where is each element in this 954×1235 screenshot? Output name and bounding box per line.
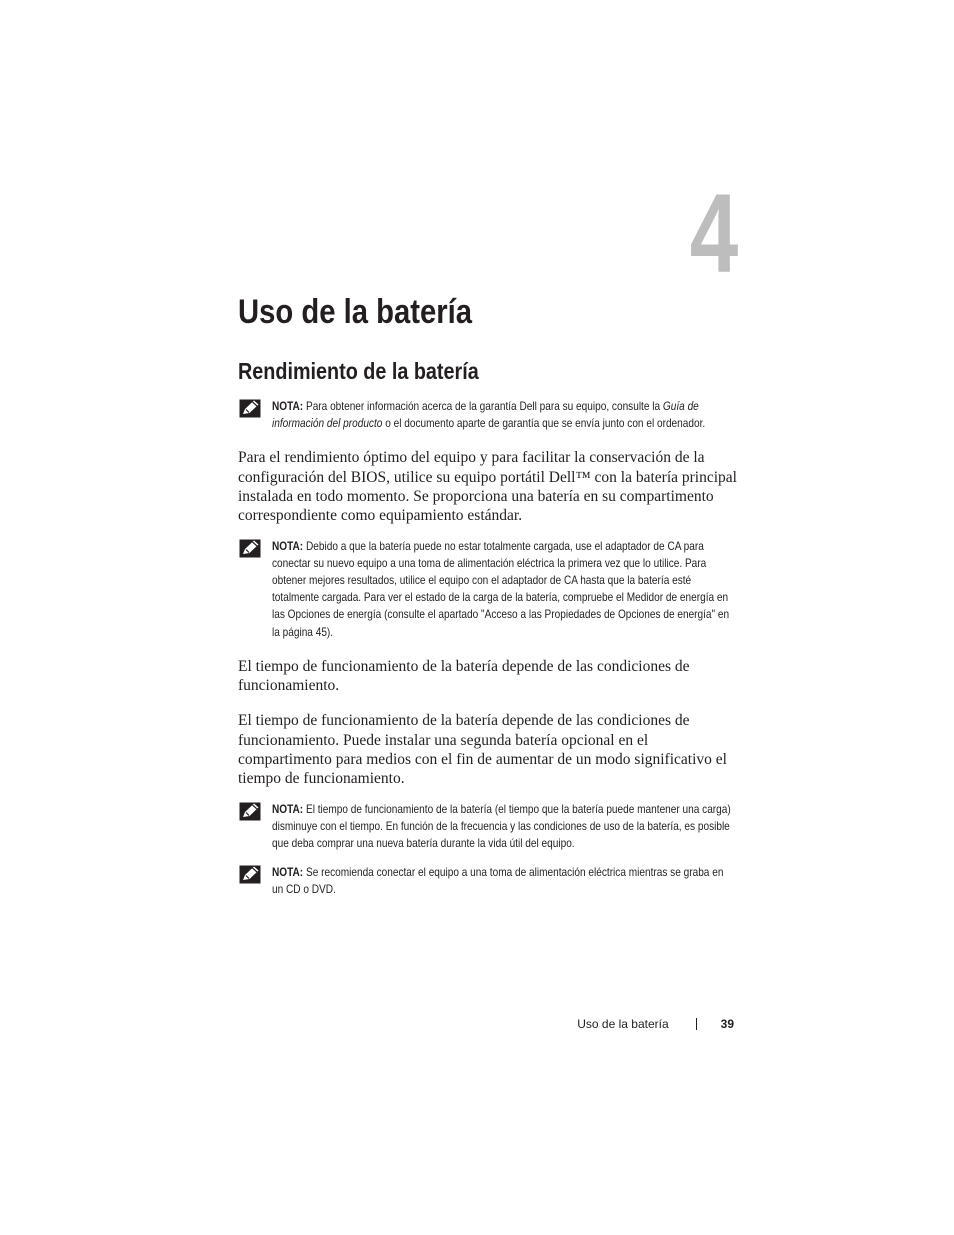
pencil-note-icon	[239, 802, 261, 821]
note-text	[272, 864, 732, 898]
chapter-number: 4	[689, 171, 738, 296]
footer-section-title: Uso de la batería	[577, 1017, 669, 1031]
note-cd-burning	[238, 864, 738, 898]
note-label: NOTA:	[272, 538, 304, 553]
note-text	[272, 538, 732, 641]
page-footer	[577, 1016, 734, 1032]
note-text-part: Debido a que la batería puede no estar totalmente cargada, use el adaptador de CA para conectar su nuevo equipo a una toma de alimentación eléctrica la primera vez que lo utilice. Para obtener mejores resultados, utilice el equipo con el adaptador de CA hasta que la batería esté totalmente cargada. Para ver el estado de la carga de la batería, compruebe el Medidor de energía en las Opciones de energía (consulte el apartado "Acceso a las Propiedades de Opciones de energía" en la página 45).	[272, 538, 730, 639]
note-label: NOTA:	[272, 801, 304, 816]
page-number: 39	[720, 1017, 734, 1031]
footer-divider	[696, 1018, 697, 1030]
body-paragraph: El tiempo de funcionamiento de la batería depende de las condiciones de funcionamiento. Puede instalar una segunda batería opcional en el compartimento para medios con el fin de aumentar de un modo significativo el tiempo de funcionamiento.	[238, 712, 727, 788]
page-content	[238, 290, 738, 899]
note-label: NOTA:	[272, 399, 304, 413]
note-text-part: o el documento aparte de garantía que se envía junto con el ordenador.	[382, 416, 706, 431]
note-battery-life	[238, 801, 738, 853]
note-text	[272, 801, 732, 853]
pencil-note-icon	[239, 539, 261, 558]
note-warranty	[238, 398, 738, 432]
note-text-part: Se recomienda conectar el equipo a una toma de alimentación eléctrica mientras se graba en un CD o DVD.	[272, 865, 724, 897]
chapter-title: Uso de la batería	[238, 293, 473, 331]
pencil-note-icon	[239, 865, 261, 884]
note-text	[272, 398, 732, 432]
note-ac-adapter	[238, 538, 738, 641]
body-paragraph: Para el rendimiento óptimo del equipo y para facilitar la conservación de la configuración del BIOS, utilice su equipo portátil Dell™ con la batería principal instalada en todo momento. Se proporciona una batería en su compartimento correspondiente como equipamiento estándar.	[238, 449, 737, 525]
body-paragraph: El tiempo de funcionamiento de la batería depende de las condiciones de funcionamiento.	[238, 657, 690, 695]
pencil-note-icon	[239, 399, 261, 418]
product-guide-title: Guía de información del producto	[272, 399, 699, 431]
section-title: Rendimiento de la batería	[238, 358, 479, 384]
note-text-part: Para obtener información acerca de la garantía Dell para su equipo, consulte la	[305, 399, 663, 413]
note-text-part: El tiempo de funcionamiento de la batería (el tiempo que la batería puede mantener una carga) disminuye con el tiempo. En función de la frecuencia y las condiciones de uso de la batería, es posible que deba comprar una nueva batería durante la vida útil del equipo.	[272, 801, 731, 850]
note-label: NOTA:	[272, 865, 304, 880]
